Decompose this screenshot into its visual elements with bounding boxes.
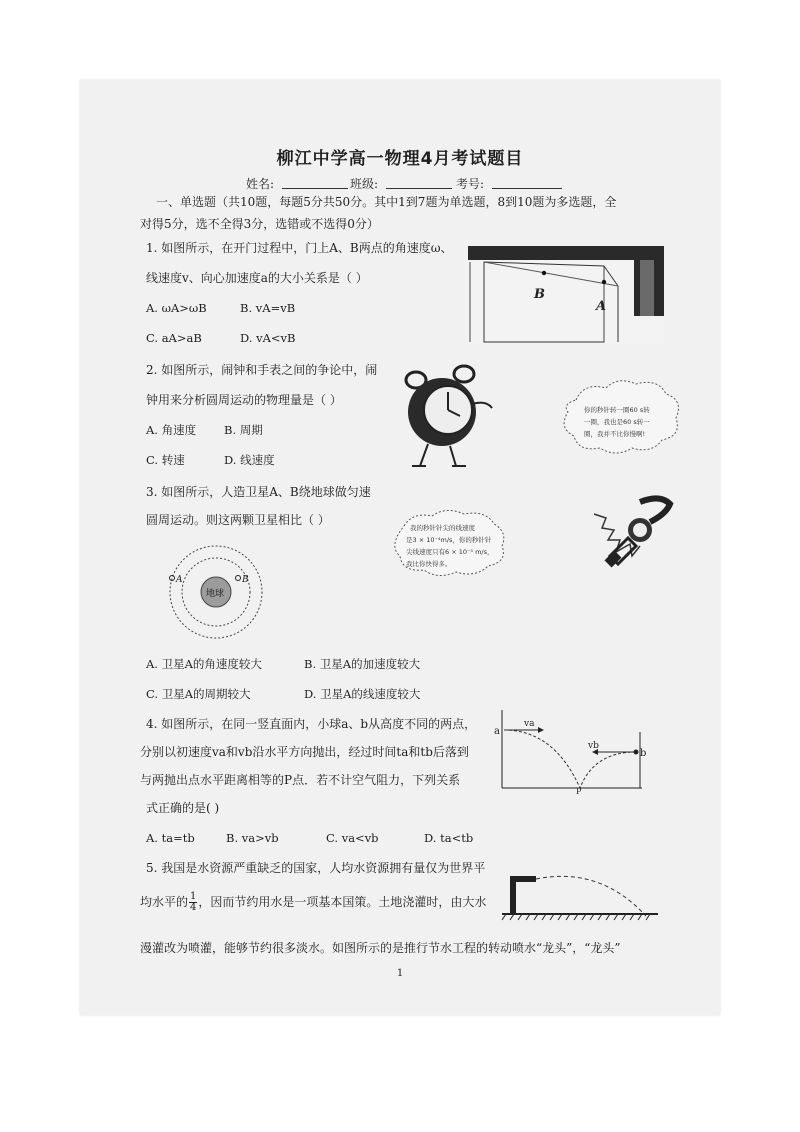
q5-fraction-denominator: 4 (190, 902, 197, 913)
q3-option-c[interactable]: C. 卫星A的周期较大 (146, 687, 251, 701)
door-figure (468, 246, 664, 344)
class-label: 班级: (350, 177, 379, 191)
q1-option-a[interactable]: A. ωA>ωB (146, 301, 207, 315)
projectile-figure (494, 702, 647, 796)
q4-option-b[interactable]: B. va>vb (226, 831, 279, 845)
q2-stem-line2: 钟用来分析圆周运动的物理量是（ ） (146, 393, 342, 407)
q5-fraction (189, 892, 197, 913)
section-heading-line2: 对得5分，选不全得3分，选错或不选得0分） (140, 217, 379, 231)
earth-label: 地球 (206, 589, 225, 599)
satellite-a-label: A (176, 575, 183, 585)
q4-stem-line2: 分别以初速度va和vb沿水平方向抛出，经过时间ta和tb后落到 (140, 745, 469, 759)
door-label-a: A (596, 299, 607, 314)
ball-a-label: a (494, 726, 500, 737)
ball-b-label: b (640, 748, 647, 759)
clock-bubble-line1: 我的秒针针尖的线速度 (410, 524, 475, 532)
q2-option-d[interactable]: D. 线速度 (224, 453, 275, 467)
q4-option-d[interactable]: D. ta<tb (424, 831, 474, 845)
exam-sheet (80, 80, 720, 1015)
page-title: 柳江中学高一物理4月考试题目 (276, 149, 524, 169)
door-label-b: B (534, 287, 545, 302)
alarm-clock-figure (398, 360, 498, 472)
name-label: 姓名: (246, 177, 275, 191)
class-blank[interactable] (386, 176, 452, 193)
q1-stem-line2: 线速度v、向心加速度a的大小关系是（ ） (146, 271, 368, 285)
wristwatch-figure (588, 494, 680, 580)
q5-stem-line3: 漫灌改为喷灌，能够节约很多淡水。如图所示的是推行节水工程的转动喷水“龙头”，“龙头” (140, 941, 621, 955)
page-number: 1 (396, 968, 404, 979)
q5-stem-line2 (140, 892, 486, 913)
q1-option-d[interactable]: D. vA<vB (240, 331, 296, 345)
vb-label: vb (588, 741, 599, 751)
q2-option-c[interactable]: C. 转速 (146, 453, 185, 467)
satellite-b-label: B (242, 575, 249, 585)
q3-option-a[interactable]: A. 卫星A的角速度较大 (146, 657, 262, 671)
q5-stem-line1: 5. 我国是水资源严重缺乏的国家，人均水资源拥有量仅为世界平 (146, 861, 486, 875)
q4-stem-line1: 4. 如图所示，在同一竖直面内，小球a、b从高度不同的两点， (146, 717, 477, 731)
q3-option-b[interactable]: B. 卫星A的加速度较大 (304, 657, 421, 671)
q5-stem-line2-pre: 均水平的 (140, 895, 189, 909)
watch-bubble-line1: 你的秒针转一圈60 s转 (584, 406, 650, 414)
name-blank[interactable] (282, 176, 348, 193)
va-label: va (524, 719, 535, 729)
number-blank[interactable] (492, 176, 562, 193)
q3-stem-line2: 圆周运动。则这两颗卫星相比（ ） (146, 513, 330, 527)
q4-stem-line4: 式正确的是( ) (146, 801, 220, 815)
q5-fraction-numerator: 1 (190, 891, 197, 902)
q4-option-a[interactable]: A. ta=tb (146, 831, 195, 845)
clock-bubble-line2: 是3 × 10⁻⁴m/s，你的秒针针 (406, 536, 492, 544)
q3-option-d[interactable]: D. 卫星A的线速度较大 (304, 687, 421, 701)
watch-speech-bubble (562, 378, 686, 464)
watch-bubble-line2: 一圈，我也是60 s转一 (584, 418, 650, 426)
q1-option-b[interactable]: B. vA=vB (240, 301, 296, 315)
q4-stem-line3: 与两抛出点水平距离相等的P点．若不计空气阻力，下列关系 (140, 773, 461, 787)
q3-stem-line1: 3. 如图所示，人造卫星A、B绕地球做匀速 (146, 485, 371, 499)
q2-option-b[interactable]: B. 周期 (224, 423, 263, 437)
q4-option-c[interactable]: C. va<vb (326, 831, 379, 845)
section-heading-line1: 一、单选题（共10题，每题5分共50分。其中1到7题为单选题，8到10题为多选题，全 (156, 195, 617, 209)
q2-option-a[interactable]: A. 角速度 (146, 423, 197, 437)
point-p-label: P (576, 787, 582, 796)
clock-speech-bubble (394, 510, 512, 582)
clock-bubble-line4: 我比你快得多。 (406, 560, 452, 568)
number-label: 考号: (456, 177, 485, 191)
q2-stem-line1: 2. 如图所示，闹钟和手表之间的争论中，闹 (146, 363, 378, 377)
q1-option-c[interactable]: C. aA>aB (146, 331, 202, 345)
q5-stem-line2-post: ，因而节约用水是一项基本国策。土地浇灌时，由大水 (198, 895, 487, 909)
q1-stem-line1: 1. 如图所示，在开门过程中，门上A、B两点的角速度ω、 (146, 241, 453, 255)
sprinkler-figure (500, 866, 660, 926)
clock-bubble-line3: 尖线速度只有6 × 10⁻⁵ m/s， (406, 548, 494, 556)
satellite-orbit-figure (164, 542, 268, 642)
watch-bubble-line3: 圈，我并不比你慢啊! (584, 430, 646, 438)
